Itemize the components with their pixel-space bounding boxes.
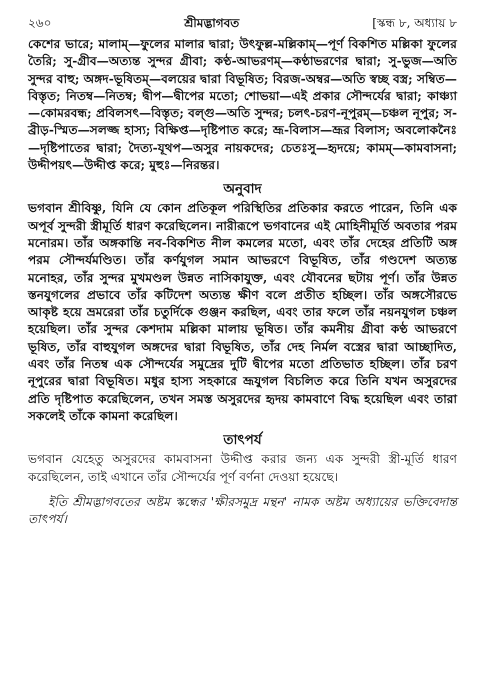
page-number: ২৬০	[28, 16, 52, 30]
translation-heading: অনুবাদ	[223, 181, 262, 198]
word-meanings: কেশের ভারে; মালাম্—ফুলের মালার দ্বারা; উৎফুল্ল-মল্লিকাম্—পূর্ণ বিকশিত মল্লিকা ফুলের তৈরি; সু-গ্রীব—অত্যন্ত সুন্দর গ্রীবা; কণ্ঠ-আভরণম্—কণ্ঠাভরণের দ্বারা; সু-ভুজ—অতি সুন্দর বাহু; অঙ্গদ-ভূষিতম্—বলয়ের দ্বারা বিভূষিত; বিরজ-অম্বর—অতি স্বচ্ছ বস্ত্র; সম্বিত—বিস্তৃত; নিতম্ব—নিতম্ব; দ্বীপ—দ্বীপের মতো; শোভয়া—এই প্রকার সৌন্দর্যের দ্বারা; কাঞ্চ্যা—কোমরবন্ধ; প্রবিলসৎ—বিস্তৃত; বল্গু—অতি সুন্দর; চলৎ-চরণ-নূপুরম্—চঞ্চল নূপুর; স-ব্রীড়-স্মিত—সলজ্জ হাস্য; বিক্ষিপ্ত—দৃষ্টিপাত করে; ভ্রূ-বিলাস—ভ্রূর বিলাস; অবলোকনৈঃ—দৃষ্টিপাতের দ্বারা; দৈত্য-যূথপ—অসুর নায়কদের; চেতঃসু—হৃদয়ে; কামম্—কামবাসনা; উদ্দীপয়ৎ—উদ্দীপ্ত করে; মুহুঃ—নিরন্তর।	[28, 37, 457, 173]
purport-heading: তাৎপর্য	[223, 432, 262, 449]
translation-text: ভগবান শ্রীবিষ্ণু, যিনি যে কোন প্রতিকূল পরিস্থিতির প্রতিকার করতে পারেন, তিনি এক অপূর্ব সুন্দরী স্ত্রীমূর্তি ধারণ করেছিলেন। নারীরূপে ভগবানের এই মোহিনীমূর্তি অবতার পরম মনোরম। তাঁর অঙ্গকান্তি নব-বিকশিত নীল কমলের মতো, এবং তাঁর দেহের প্রতিটি অঙ্গ পরম সৌন্দর্যমণ্ডিত। তাঁর কর্ণযুগল সমান আভরণে বিভূষিত, তাঁর গণ্ডদেশ অত্যন্ত মনোহর, তাঁর সুন্দর মুখমণ্ডল উন্নত নাসিকাযুক্ত, এবং যৌবনের ছটায় পূর্ণ। তাঁর উন্নত স্তনযুগলের প্রভাবে তাঁর কটিদেশ অত্যন্ত ক্ষীণ বলে প্রতীত হচ্ছিল। তাঁর অঙ্গসৌরভে আকৃষ্ট হয়ে ভ্রমরেরা তাঁর চতুর্দিকে গুঞ্জন করছিল, এবং তার ফলে তাঁর নয়নযুগল চঞ্চল হয়েছিল। তাঁর সুন্দর কেশদাম মল্লিকা মালায় ভূষিত। তাঁর কমনীয় গ্রীবা কণ্ঠ আভরণে ভূষিত, তাঁর বাহুযুগল অঙ্গদের দ্বারা বিভূষিত, তাঁর দেহ নির্মল বস্ত্রের দ্বারা আচ্ছাদিত, এবং তাঁর নিতম্ব এক সৌন্দর্যের সমুদ্রের দুটি দ্বীপের মতো প্রতিভাত হচ্ছিল। তাঁর চরণ নূপুরের দ্বারা বিভূষিত। মধুর হাস্য সহকারে ভ্রূযুগল বিচলিত করে তিনি যখন অসুরদের প্রতি দৃষ্টিপাত করেছিলেন, তখন সমস্ত অসুরদের হৃদয় কামবাণে বিদ্ধ হয়েছিল এবং তারা সকলেই তাঁকে কামনা করেছিল।	[28, 201, 457, 423]
chapter-closing-note: ইতি শ্রীমদ্ভাগবতের অষ্টম স্কন্ধের 'ক্ষীরসমুদ্র মন্থন' নামক অষ্টম অধ্যায়ের ভক্তিবেদান্ত তাৎপর্য।	[28, 494, 457, 527]
chapter-reference: [স্কন্ধ ৮, অধ্যায় ৮	[372, 16, 457, 30]
page-header	[28, 10, 457, 36]
book-title: শ্রীমদ্ভাগবত	[184, 16, 240, 30]
purport-text: ভগবান যেহেতু অসুরদের কামবাসনা উদ্দীপ্ত করার জন্য এক সুন্দরী স্ত্রী-মূর্তি ধারণ করেছিলেন, তাই এখানে তাঁর সৌন্দর্যের পূর্ণ বর্ণনা দেওয়া হয়েছে।	[28, 452, 457, 484]
